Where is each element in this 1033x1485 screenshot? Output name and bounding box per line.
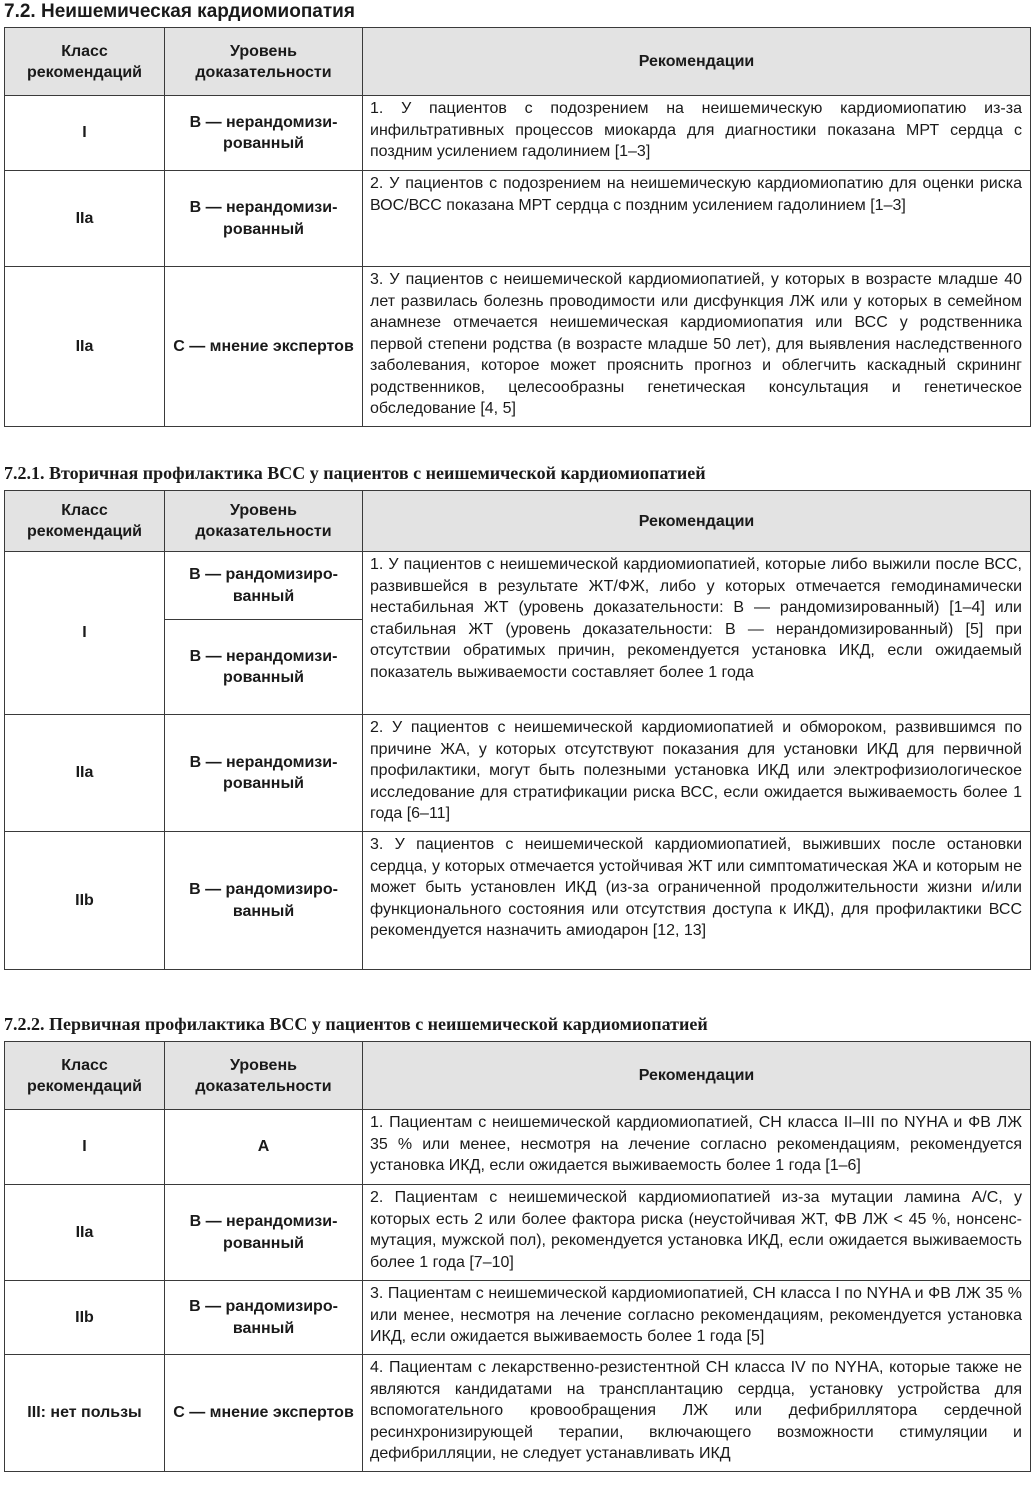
table-row <box>5 171 1031 267</box>
table-row <box>5 1355 1031 1472</box>
class-cell: I <box>5 96 165 171</box>
document-page <box>4 0 1030 1472</box>
class-cell: IIa <box>5 171 165 267</box>
recommendation-text: 3. У пациентов с неишемической кардиомиопатией, выживших после остановки сердца, у которых отмечается устойчивая ЖТ или симптоматическая ЖА и которым не может быть установлен ИКД (из-за ограниченной продолжительности жизни и/или функционального состояния или отсутствия доступа к ИКД), для профилактики ВСС рекомендуется назначить амиодарон [12, 13] <box>363 832 1031 970</box>
recommendations-table-2 <box>4 490 1031 970</box>
table-row <box>5 715 1031 832</box>
header-class: Класс рекомендаций <box>5 1042 165 1110</box>
subsection-title: 7.2.2. Первичная профилактика ВСС у пациентов с неишемической кардиомиопатией <box>4 1014 708 1034</box>
subsection-title: 7.2.1. Вторичная профилактика ВСС у пациентов с неишемической кардиомиопатией <box>4 463 706 483</box>
class-cell: III: нет пользы <box>5 1355 165 1472</box>
header-class: Класс рекомендаций <box>5 28 165 96</box>
level-cell: A <box>165 1110 363 1185</box>
level-cell: B — нерандомизи-рованный <box>165 1185 363 1281</box>
table-row <box>5 1185 1031 1281</box>
table-row <box>5 96 1031 171</box>
level-cell: B — рандомизиро-ванный <box>165 1281 363 1355</box>
table-row <box>5 1110 1031 1185</box>
class-cell: IIa <box>5 267 165 427</box>
table-row <box>5 552 1031 620</box>
level-cell: B — рандомизиро-ванный <box>165 552 363 620</box>
table-header-row <box>5 28 1031 96</box>
table-row <box>5 832 1031 970</box>
level-cell: B — нерандомизи-рованный <box>165 620 363 715</box>
header-class: Класс рекомендаций <box>5 491 165 552</box>
class-cell: IIa <box>5 715 165 832</box>
header-level: Уровень доказательности <box>165 491 363 552</box>
recommendation-text: 2. У пациентов с неишемической кардиомиопатией и обмороком, развившимся по причине ЖА, у которых отсутствуют показания для установки ИКД для первичной профилактики, могут быть полезными установка ИКД или электрофизиологическое исследование для стратификации риска ВСС, если ожидается выживаемость более 1 года [6–11] <box>363 715 1031 832</box>
recommendation-text: 4. Пациентам с лекарственно-резистентной СН класса IV по NYHA, которые также не являются кандидатами на трансплантацию сердца, установку устройства для вспомогательного кровообращения ЛЖ или дефибриллятора сердечной ресинхронизирующей терапии, включающего возможности стимуляции и дефибрилляции, не следует устанавливать ИКД <box>363 1355 1031 1472</box>
class-cell: IIa <box>5 1185 165 1281</box>
level-cell: C — мнение экспертов <box>165 1355 363 1472</box>
header-recommendations: Рекомендации <box>363 1042 1031 1110</box>
recommendations-table-3 <box>4 1041 1031 1472</box>
table-row <box>5 1281 1031 1355</box>
level-cell: B — нерандомизи-рованный <box>165 715 363 832</box>
section-title: 7.2. Неишемическая кардиомиопатия <box>4 1 355 22</box>
recommendations-table-1 <box>4 27 1031 427</box>
header-recommendations: Рекомендации <box>363 491 1031 552</box>
class-cell: IIb <box>5 832 165 970</box>
level-cell: C — мнение экспертов <box>165 267 363 427</box>
recommendation-text: 2. У пациентов с подозрением на неишемическую кардиомиопатию для оценки риска ВОС/ВСС показана МРТ сердца с поздним усилением гадолинием [1–3] <box>363 171 1031 267</box>
class-cell: I <box>5 552 165 715</box>
header-recommendations: Рекомендации <box>363 28 1031 96</box>
class-cell: IIb <box>5 1281 165 1355</box>
level-cell: B — нерандомизи-рованный <box>165 96 363 171</box>
level-cell: B — нерандомизи-рованный <box>165 171 363 267</box>
recommendation-text: 3. Пациентам с неишемической кардиомиопатией, СН класса I по NYHA и ФВ ЛЖ 35 % или менее, несмотря на лечение согласно рекомендациям, рекомендуется установка ИКД, если ожидается выживаемость более 1 года [5] <box>363 1281 1031 1355</box>
recommendation-text: 3. У пациентов с неишемической кардиомиопатией, у которых в возрасте младше 40 лет развилась болезнь проводимости или дисфункция ЛЖ или у которых в семейном анамнезе отмечается неишемическая кардиомиопатия или ВСС у родственника первой степени родства (в возрасте младше 50 лет), для выявления наследственного заболевания, которое может прояснить прогноз и облегчить каскадный скрининг родственников, целесообразны генетическая консультация и генетическое обследование [4, 5] <box>363 267 1031 427</box>
level-cell: B — рандомизиро-ванный <box>165 832 363 970</box>
recommendation-text: 1. У пациентов с неишемической кардиомиопатией, которые либо выжили после ВСС, развившейся в результате ЖТ/ФЖ, либо у которых отмечается гемодинамически нестабильная ЖТ (уровень доказательности: B — рандомизированный) [1–4] или стабильная ЖТ (уровень доказательности: B — нерандомизированный) [5] при отсутствии обратимых причин, рекомендуется установка ИКД, если ожидаемый показатель выживаемости составляет более 1 года <box>363 552 1031 715</box>
header-level: Уровень доказательности <box>165 28 363 96</box>
header-level: Уровень доказательности <box>165 1042 363 1110</box>
table-header-row <box>5 1042 1031 1110</box>
class-cell: I <box>5 1110 165 1185</box>
table-row <box>5 267 1031 427</box>
recommendation-text: 1. Пациентам с неишемической кардиомиопатией, СН класса II–III по NYHA и ФВ ЛЖ 35 % или менее, несмотря на лечение согласно рекомендациям, рекомендуется установка ИКД, если ожидается выживаемость более 1 года [1–6] <box>363 1110 1031 1185</box>
table-header-row <box>5 491 1031 552</box>
recommendation-text: 2. Пациентам с неишемической кардиомиопатией из-за мутации ламина A/C, у которых есть 2 или более фактора риска (неустойчивая ЖТ, ФВ ЛЖ < 45 %, нонсенс-мутация, мужской пол), рекомендуется установка ИКД, если ожидается выживаемость более 1 года [7–10] <box>363 1185 1031 1281</box>
recommendation-text: 1. У пациентов с подозрением на неишемическую кардиомиопатию из-за инфильтративных процессов миокарда для диагностики показана МРТ сердца с поздним усилением гадолинием [1–3] <box>363 96 1031 171</box>
